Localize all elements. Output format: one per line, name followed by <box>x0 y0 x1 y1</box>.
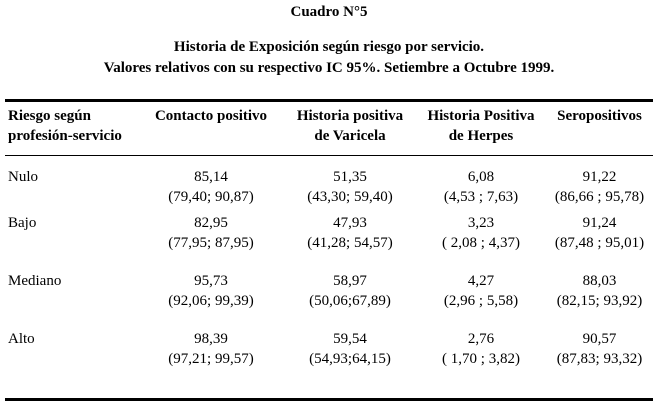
table-row <box>5 213 653 271</box>
table-row <box>5 271 653 329</box>
cell-ci: (41,28; 54,57) <box>307 235 393 251</box>
table-number-title: Cuadro N°5 <box>290 4 368 20</box>
cell-value: 98,39 <box>194 331 228 347</box>
table-cell <box>138 155 284 213</box>
table-cell <box>416 329 546 387</box>
table-cell <box>138 213 284 271</box>
row-label: Nulo <box>8 169 38 185</box>
cell-value: 4,27 <box>467 273 495 289</box>
cell-value: 2,76 <box>467 331 495 347</box>
header-herpes-line-2: de Herpes <box>448 128 514 144</box>
table-row <box>5 329 653 387</box>
exposure-history-table <box>5 106 653 387</box>
cell-value: 3,23 <box>467 215 495 231</box>
table-cell <box>546 329 653 387</box>
cell-ci: (86,66 ; 95,78) <box>554 189 645 205</box>
cell-ci: (92,06; 99,39) <box>168 293 254 309</box>
cell-ci: (79,40; 90,87) <box>168 189 254 205</box>
table-cell <box>284 329 416 387</box>
cell-value: 6,08 <box>467 169 495 185</box>
table-top-rule <box>5 99 653 102</box>
table-title-line-2: Valores relativos con su respectivo IC 95%. Setiembre a Octubre 1999. <box>103 60 555 76</box>
cell-value: 95,73 <box>194 273 228 289</box>
header-historia-varicela <box>284 106 416 155</box>
cell-ci: (82,15; 93,92) <box>556 293 643 309</box>
cell-ci: (43,30; 59,40) <box>307 189 393 205</box>
cell-ci: (87,48 ; 95,01) <box>554 235 645 251</box>
table-cell <box>138 271 284 329</box>
table-cell <box>284 213 416 271</box>
header-riesgo <box>5 106 138 155</box>
table-cell <box>546 155 653 213</box>
header-riesgo-line-1: Riesgo según <box>8 108 91 124</box>
table-cell <box>416 155 546 213</box>
cell-ci: (50,06;67,89) <box>309 293 391 309</box>
cell-ci: ( 2,08 ; 4,37) <box>442 235 520 251</box>
header-contacto-positivo <box>138 106 284 155</box>
cell-value: 82,95 <box>194 215 228 231</box>
table-bottom-rule <box>5 398 653 401</box>
row-label: Mediano <box>8 273 62 289</box>
table-cell <box>546 271 653 329</box>
table-cell <box>284 271 416 329</box>
table-header-row <box>5 106 653 155</box>
row-label: Alto <box>8 331 35 347</box>
header-historia-herpes <box>416 106 546 155</box>
cell-value: 90,57 <box>582 331 617 347</box>
row-label: Bajo <box>8 215 37 231</box>
table-cell <box>138 329 284 387</box>
cell-value: 85,14 <box>194 169 228 185</box>
cell-value: 47,93 <box>333 215 367 231</box>
header-seropositivos <box>546 106 653 155</box>
header-herpes-line-1: Historia Positiva <box>427 108 535 124</box>
cell-value: 88,03 <box>582 273 617 289</box>
cell-ci: (2,96 ; 5,58) <box>443 293 519 309</box>
table-cell <box>546 213 653 271</box>
table-cell <box>416 271 546 329</box>
cell-ci: (87,83; 93,32) <box>556 351 643 367</box>
cell-value: 51,35 <box>333 169 367 185</box>
cell-value: 91,22 <box>582 169 617 185</box>
table-cell <box>416 213 546 271</box>
table-cell <box>284 155 416 213</box>
header-seropositivos-line-1: Seropositivos <box>557 108 642 124</box>
cell-ci: (97,21; 99,57) <box>168 351 254 367</box>
cell-value: 91,24 <box>582 215 617 231</box>
header-varicela-line-2: de Varicela <box>314 128 386 144</box>
cell-ci: (54,93;64,15) <box>309 351 391 367</box>
cell-ci: ( 1,70 ; 3,82) <box>442 351 520 367</box>
cell-value: 58,97 <box>333 273 367 289</box>
table-row <box>5 155 653 213</box>
cell-ci: (77,95; 87,95) <box>168 235 254 251</box>
table-title-line-1: Historia de Exposición según riesgo por servicio. <box>173 39 485 55</box>
header-varicela-line-1: Historia positiva <box>296 108 404 124</box>
cell-value: 59,54 <box>333 331 367 347</box>
header-contacto-line-1: Contacto positivo <box>154 108 268 124</box>
cell-ci: (4,53 ; 7,63) <box>443 189 519 205</box>
header-riesgo-line-2: profesión-servicio <box>8 128 122 144</box>
